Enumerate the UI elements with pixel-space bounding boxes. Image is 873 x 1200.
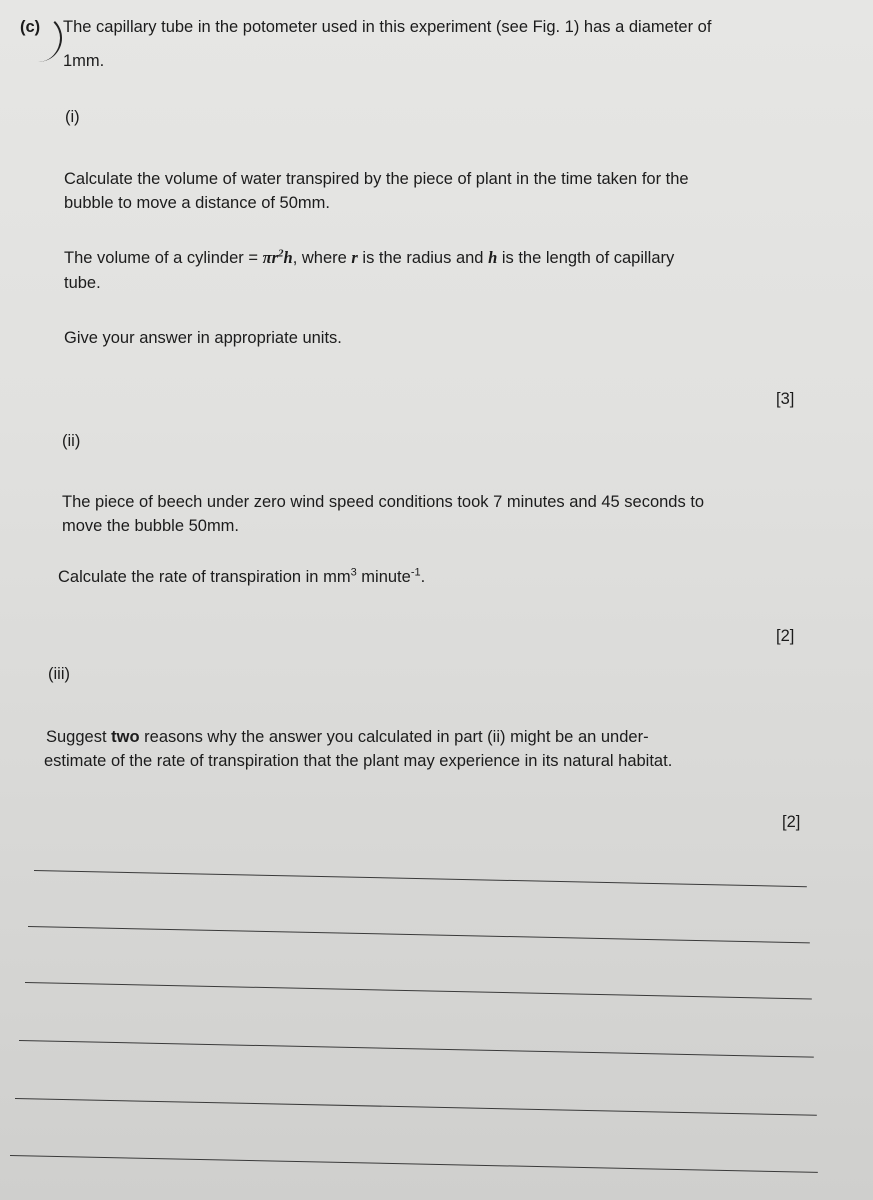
part-ii-marks: [2] <box>776 627 795 645</box>
part-i-label: (i) <box>65 108 80 126</box>
answer-line-6[interactable] <box>10 1155 818 1173</box>
part-ii-rate-line <box>58 566 425 589</box>
formula-pi-r: πr <box>262 248 278 267</box>
formula-h: h <box>283 248 293 267</box>
formula-mid1: , where <box>292 249 352 267</box>
part-iii-label: (iii) <box>48 665 70 683</box>
rate-unit-minute-exp: -1 <box>410 566 421 579</box>
answer-line-3[interactable] <box>25 982 812 999</box>
part-c-label: (c) <box>20 18 41 36</box>
part-ii-question-line1: The piece of beech under zero wind speed conditions took 7 minutes and 45 seconds to <box>62 493 705 511</box>
part-iii-question-line2: estimate of the rate of transpiration that the plant may experience in its natural habitat. <box>44 752 673 770</box>
formula-h-variable: h <box>488 248 498 267</box>
formula-suffix: is the length of capillary <box>497 249 675 267</box>
answer-line-5[interactable] <box>15 1098 817 1116</box>
formula-squared: 2 <box>278 247 284 260</box>
part-c-intro-line1: The capillary tube in the potometer used in this experiment (see Fig. 1) has a diameter of <box>63 18 712 36</box>
part-iii-marks: [2] <box>782 813 801 831</box>
part-i-formula-line2: tube. <box>64 274 101 292</box>
part-c-intro-line2: 1mm. <box>63 52 105 70</box>
formula-prefix: The volume of a cylinder = <box>64 249 263 267</box>
part-i-question-line2: bubble to move a distance of 50mm. <box>64 194 330 212</box>
answer-line-2[interactable] <box>28 926 810 943</box>
part-i-question-line1: Calculate the volume of water transpired by the piece of plant in the time taken for the <box>64 170 689 188</box>
answer-line-1[interactable] <box>34 870 807 887</box>
answer-line-4[interactable] <box>19 1040 814 1058</box>
part-ii-question-line2: move the bubble 50mm. <box>62 517 240 535</box>
part-iii-question-line1 <box>46 726 649 749</box>
rate-end: . <box>420 568 426 586</box>
rate-unit-mm: mm <box>323 568 351 586</box>
rate-unit-exp: 3 <box>350 566 357 579</box>
part-iii-q-rest: reasons why the answer you calculated in part (ii) might be an under- <box>139 728 649 746</box>
formula-r-variable: r <box>351 248 358 267</box>
rate-prefix: Calculate the rate of transpiration in <box>58 568 324 586</box>
formula-mid2: is the radius and <box>357 249 489 267</box>
part-iii-q-two: two <box>111 728 140 746</box>
rate-unit-minute: minute <box>356 568 411 586</box>
part-ii-label: (ii) <box>62 432 81 450</box>
part-i-formula-line <box>64 246 674 270</box>
part-iii-q-start: Suggest <box>46 728 112 746</box>
part-i-marks: [3] <box>776 390 795 408</box>
part-i-units-instruction: Give your answer in appropriate units. <box>64 329 342 347</box>
